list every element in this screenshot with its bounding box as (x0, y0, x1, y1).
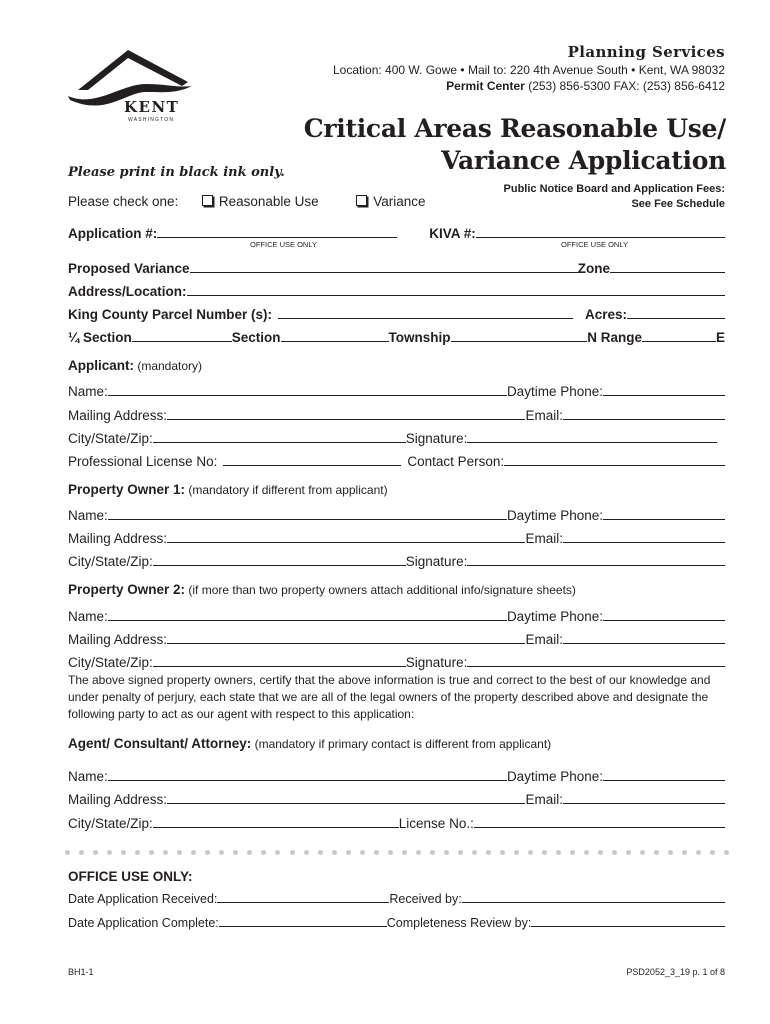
owner2-name-row (68, 604, 725, 624)
agent-mailing-field[interactable] (167, 803, 525, 804)
fee-note-line1: Public Notice Board and Application Fees: (503, 183, 725, 195)
logo-roof-icon (78, 50, 188, 90)
owner1-mailing-label: Mailing Address: (68, 531, 168, 546)
agent-email-field[interactable] (563, 803, 725, 804)
kent-logo (66, 46, 196, 122)
address-field[interactable] (187, 295, 725, 296)
proposed-variance-field[interactable] (190, 272, 578, 273)
divider-dot (318, 850, 323, 855)
check-one-label: Please check one: (68, 194, 179, 209)
divider-dot (360, 850, 365, 855)
agent-license-label: License No.: (398, 816, 474, 831)
agent-name-label: Name: (68, 769, 108, 784)
applicant-heading (68, 358, 202, 373)
applicant-mailing-row (68, 403, 725, 423)
parcel-row (68, 302, 725, 322)
section-field[interactable] (281, 341, 389, 342)
divider-dot (65, 850, 70, 855)
owner2-mailing-label: Mailing Address: (68, 632, 168, 647)
township-field[interactable] (451, 341, 588, 342)
owner1-city-label: City/State/Zip: (68, 554, 153, 569)
owner1-heading-note: (mandatory if different from applicant) (185, 483, 388, 497)
applicant-email-field[interactable] (563, 419, 725, 420)
applicant-contact-label: Contact Person: (407, 454, 505, 469)
divider-dot (247, 850, 252, 855)
agent-city-label: City/State/Zip: (68, 816, 153, 831)
reasonable-use-checkbox-icon[interactable] (202, 195, 213, 206)
divider-dot (640, 850, 645, 855)
page-title (304, 113, 726, 177)
divider-dot (374, 850, 379, 855)
divider-dot (135, 850, 140, 855)
owner1-name-field[interactable] (108, 519, 507, 520)
permit-label: Permit Center (446, 79, 525, 93)
divider-dot (177, 850, 182, 855)
received-by-field[interactable] (462, 902, 725, 903)
applicant-name-label: Name: (68, 384, 108, 399)
applicant-phone-field[interactable] (603, 395, 725, 396)
divider-dot (388, 850, 393, 855)
application-field[interactable] (157, 237, 397, 238)
parcel-label: King County Parcel Number (s): (68, 307, 273, 322)
applicant-mailing-field[interactable] (167, 419, 525, 420)
application-row (68, 221, 725, 241)
applicant-license-row (68, 449, 725, 469)
owner1-phone-field[interactable] (603, 519, 725, 520)
divider-dot (163, 850, 168, 855)
owner1-signature-field[interactable] (467, 565, 725, 566)
kiva-office-use-note: OFFICE USE ONLY (561, 240, 628, 249)
owner2-city-row (68, 650, 725, 670)
owner2-phone-field[interactable] (603, 620, 725, 621)
agent-phone-label: Daytime Phone: (506, 769, 603, 784)
agent-heading (68, 736, 551, 751)
owner1-heading (68, 482, 388, 497)
owner2-heading-note: (if more than two property owners attach additional info/signature sheets) (185, 583, 576, 597)
owner2-signature-label: Signature: (405, 655, 468, 670)
owner2-email-label: Email: (525, 632, 563, 647)
date-complete-field[interactable] (219, 926, 387, 927)
owner1-mailing-row (68, 526, 725, 546)
agent-heading-text: Agent/ Consultant/ Attorney: (68, 736, 252, 751)
agent-city-field[interactable] (153, 827, 399, 828)
office-use-heading: OFFICE USE ONLY: (68, 869, 193, 884)
footer-left: BH1-1 (68, 967, 94, 977)
parcel-field[interactable] (278, 318, 573, 319)
kiva-label: KIVA #: (429, 226, 476, 241)
print-note: Please print in black ink only. (68, 165, 285, 180)
e-label: E (715, 330, 725, 345)
applicant-signature-field[interactable] (467, 442, 717, 443)
owner2-name-field[interactable] (108, 620, 507, 621)
divider-dot (430, 850, 435, 855)
owner2-heading-text: Property Owner 2: (68, 582, 186, 597)
divider-dot (79, 850, 84, 855)
divider-dot (93, 850, 98, 855)
n-range-field[interactable] (642, 341, 716, 342)
divider-dot (710, 850, 715, 855)
township-label: Township (388, 330, 451, 345)
zone-field[interactable] (610, 272, 725, 273)
owner2-signature-field[interactable] (467, 666, 725, 667)
agent-name-row (68, 764, 725, 784)
applicant-city-row (68, 426, 725, 446)
divider-dot (346, 850, 351, 855)
address-label: Address/Location: (68, 284, 187, 299)
divider-dot (402, 850, 407, 855)
agent-phone-field[interactable] (603, 780, 725, 781)
owner1-phone-label: Daytime Phone: (506, 508, 603, 523)
divider-dot (261, 850, 266, 855)
divider-dot (458, 850, 463, 855)
owner1-city-row (68, 549, 725, 569)
section-row (68, 325, 725, 345)
proposed-variance-row (68, 256, 725, 276)
divider-dot (304, 850, 309, 855)
variance-label: Variance (373, 194, 426, 209)
owner2-name-label: Name: (68, 609, 108, 624)
divider-dot (290, 850, 295, 855)
divider-dot (514, 850, 519, 855)
divider-dot (472, 850, 477, 855)
agent-email-label: Email: (525, 792, 563, 807)
location-line: Location: 400 W. Gowe • Mail to: 220 4th Avenue South • Kent, WA 98032 (333, 63, 725, 77)
divider-dot (668, 850, 673, 855)
divider-dot (542, 850, 547, 855)
divider-dot (598, 850, 603, 855)
application-office-use-note: OFFICE USE ONLY (250, 240, 317, 249)
owner2-phone-label: Daytime Phone: (506, 609, 603, 624)
footer-right: PSD2052_3_19 p. 1 of 8 (626, 967, 725, 977)
acres-label: Acres: (584, 307, 627, 322)
divider-dot (654, 850, 659, 855)
certification-text: The above signed property owners, certify that the above information is true and correct to the best of our knowledge and under penalty of perjury, each state that we are all of the legal owners of the property described above and designate the following party to act as our agent with respect to this application: (68, 673, 711, 721)
agent-heading-note: (mandatory if primary contact is different from applicant) (251, 737, 552, 751)
variance-checkbox-icon[interactable] (356, 195, 367, 206)
section-label: Section (231, 330, 281, 345)
divider-dot (556, 850, 561, 855)
divider-dot (149, 850, 154, 855)
divider-dot (275, 850, 280, 855)
divider-dot (528, 850, 533, 855)
divider-dot (121, 850, 126, 855)
owner2-mailing-row (68, 627, 725, 647)
applicant-city-label: City/State/Zip: (68, 431, 153, 446)
divider-dot (682, 850, 687, 855)
applicant-contact-field[interactable] (504, 465, 725, 466)
owner1-name-label: Name: (68, 508, 108, 523)
title-line2: Variance Application (441, 146, 726, 175)
applicant-heading-note: (mandatory) (134, 359, 203, 373)
divider-dot (500, 850, 505, 855)
applicant-name-row (68, 379, 725, 399)
owner1-signature-label: Signature: (405, 554, 468, 569)
check-one-row (68, 194, 426, 209)
quarter-section-field[interactable] (132, 341, 232, 342)
permit-line (446, 79, 725, 93)
owner1-mailing-field[interactable] (167, 542, 525, 543)
divider-dot (191, 850, 196, 855)
owner1-heading-text: Property Owner 1: (68, 482, 186, 497)
owner2-email-field[interactable] (563, 643, 725, 644)
applicant-mailing-label: Mailing Address: (68, 408, 168, 423)
agent-name-field[interactable] (108, 780, 507, 781)
logo-subtext: WASHINGTON (128, 117, 175, 122)
owner1-email-field[interactable] (563, 542, 725, 543)
department-title: Planning Services (567, 43, 725, 61)
owner2-city-label: City/State/Zip: (68, 655, 153, 670)
logo-text: KENT (124, 98, 180, 116)
agent-license-field[interactable] (474, 827, 725, 828)
divider-dot (416, 850, 421, 855)
divider-dot (233, 850, 238, 855)
divider-dot (107, 850, 112, 855)
acres-field[interactable] (627, 318, 725, 319)
application-label: Application #: (68, 226, 158, 241)
agent-mailing-label: Mailing Address: (68, 792, 168, 807)
zone-label: Zone (577, 261, 610, 276)
applicant-phone-label: Daytime Phone: (506, 384, 603, 399)
completeness-review-field[interactable] (531, 926, 725, 927)
n-range-label: N Range (587, 330, 642, 345)
title-line1: Critical Areas Reasonable Use/ (303, 114, 726, 143)
agent-city-row (68, 811, 725, 831)
divider-dot (612, 850, 617, 855)
proposed-variance-label: Proposed Variance (68, 261, 190, 276)
divider-dot (332, 850, 337, 855)
completeness-review-label: Completeness Review by: (386, 916, 532, 930)
date-complete-label: Date Application Complete: (68, 916, 219, 930)
quarter-section-label: ¼ Section (68, 330, 132, 345)
divider-dot (444, 850, 449, 855)
fee-note (504, 182, 725, 212)
owner2-mailing-field[interactable] (167, 643, 525, 644)
fee-note-line2: See Fee Schedule (631, 198, 725, 210)
permit-numbers: (253) 856-5300 FAX: (253) 856-6412 (524, 79, 725, 93)
divider-dot (205, 850, 210, 855)
applicant-signature-label: Signature: (405, 431, 468, 446)
office-received-row (68, 886, 725, 906)
owner1-email-label: Email: (525, 531, 563, 546)
divider-dot (486, 850, 491, 855)
divider-dot (696, 850, 701, 855)
applicant-heading-text: Applicant: (68, 358, 134, 373)
applicant-name-field[interactable] (108, 395, 507, 396)
date-received-field[interactable] (217, 902, 389, 903)
owner1-name-row (68, 503, 725, 523)
divider-dot (724, 850, 729, 855)
applicant-email-label: Email: (525, 408, 563, 423)
office-complete-row (68, 910, 725, 930)
divider-dot (219, 850, 224, 855)
received-by-label: Received by: (389, 892, 462, 906)
applicant-license-label: Professional License No: (68, 454, 218, 469)
date-received-label: Date Application Received: (68, 892, 218, 906)
applicant-license-field[interactable] (223, 465, 401, 466)
divider-dot (626, 850, 631, 855)
agent-mailing-row (68, 787, 725, 807)
reasonable-use-label: Reasonable Use (218, 194, 319, 209)
divider-dot (584, 850, 589, 855)
kiva-field[interactable] (476, 237, 725, 238)
owner1-city-field[interactable] (153, 565, 406, 566)
dotted-divider (65, 850, 730, 858)
divider-dot (570, 850, 575, 855)
owner2-city-field[interactable] (153, 666, 406, 667)
address-row (68, 279, 725, 299)
owner2-heading (68, 582, 576, 597)
applicant-city-field[interactable] (153, 442, 406, 443)
